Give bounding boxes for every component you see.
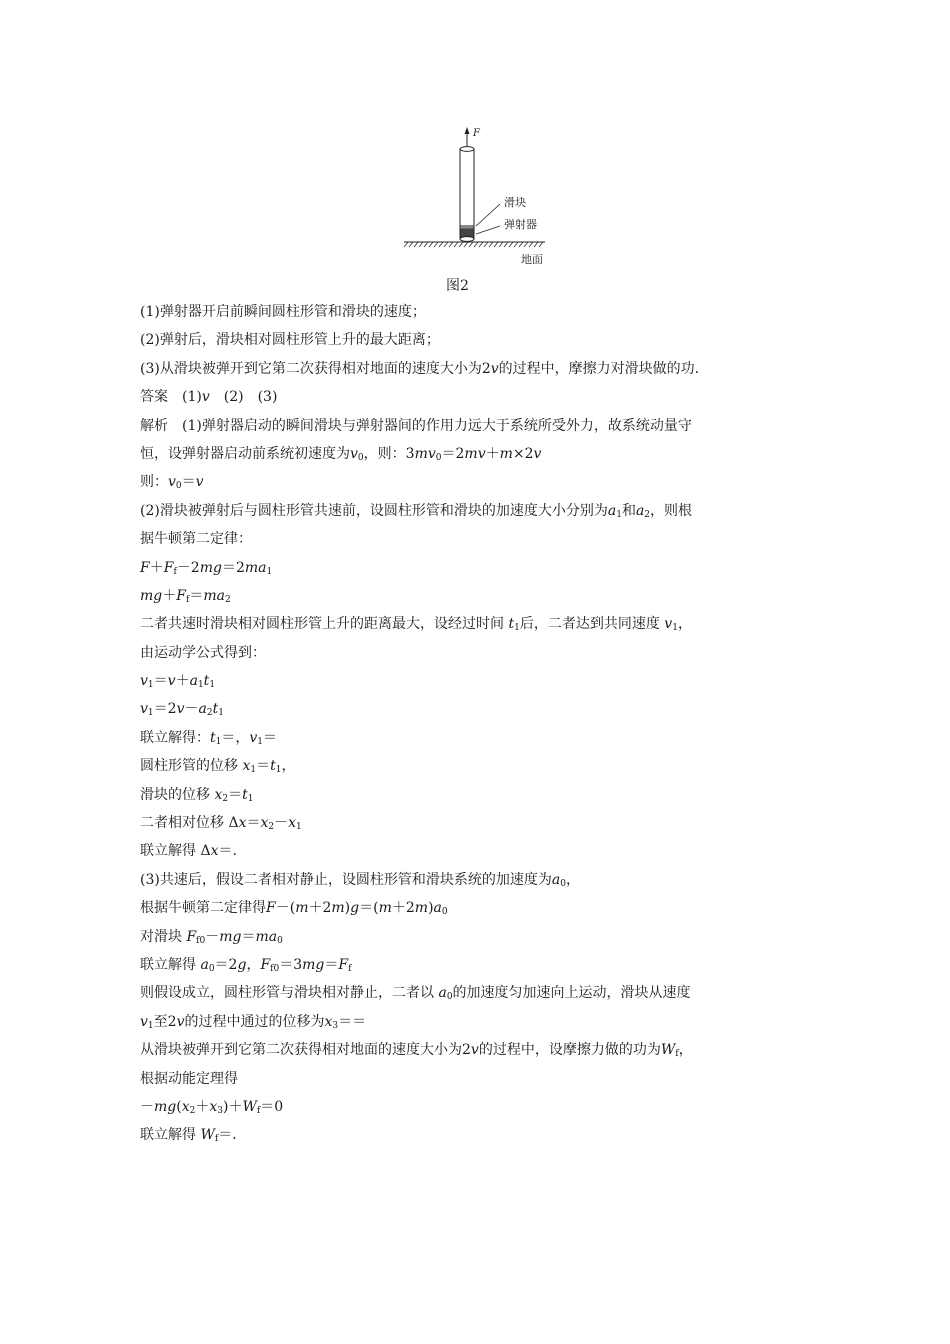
text-line bbox=[140, 383, 820, 411]
text-run: (2)弹射后，滑块相对圆柱形管上升的最大距离； bbox=[140, 332, 440, 349]
text-run: ＝ bbox=[246, 815, 261, 832]
text-run: ＝ bbox=[324, 956, 339, 973]
subscript: 0 bbox=[175, 481, 182, 492]
hatch-mark bbox=[489, 242, 493, 247]
text-run: ＋ bbox=[195, 1098, 210, 1115]
math-variable: m bbox=[295, 900, 309, 917]
hatch-mark bbox=[534, 242, 538, 247]
text-run: ) bbox=[428, 900, 434, 917]
text-run: 后，二者达到共同速度 bbox=[519, 616, 665, 633]
math-variable: mg bbox=[219, 928, 242, 945]
text-run: ＋2 bbox=[308, 900, 332, 917]
subscript: 1 bbox=[266, 566, 273, 577]
hatch-mark bbox=[404, 242, 408, 247]
text-run: ＝2 bbox=[221, 559, 245, 576]
text-line bbox=[140, 525, 820, 553]
text-line bbox=[140, 894, 820, 922]
hatch-mark bbox=[464, 242, 468, 247]
ejector-leader-line bbox=[476, 226, 500, 234]
slider-label: 滑块 bbox=[504, 196, 526, 209]
text-line bbox=[140, 809, 820, 837]
text-line bbox=[140, 554, 820, 582]
text-run: 的过程中通过的位移为 bbox=[184, 1013, 325, 1030]
text-line bbox=[140, 667, 820, 695]
math-variable: x bbox=[242, 758, 251, 775]
subscript: 2 bbox=[206, 708, 213, 719]
text-run: 的加速度匀加速向上运动，滑块从速度 bbox=[452, 985, 691, 1002]
text-run: 据牛顿第二定律： bbox=[140, 531, 252, 548]
math-variable: mv bbox=[414, 445, 436, 462]
ground-hatching bbox=[404, 242, 543, 247]
math-variable: m bbox=[378, 900, 392, 917]
math-variable: mg bbox=[140, 587, 163, 604]
text-run: ＋ bbox=[485, 445, 500, 462]
subscript: 1 bbox=[147, 1020, 154, 1031]
subscript: f bbox=[256, 1105, 261, 1116]
subscript: 1 bbox=[247, 793, 254, 804]
math-variable: a bbox=[551, 871, 561, 888]
text-line bbox=[140, 355, 820, 383]
subscript: f bbox=[173, 566, 177, 577]
text-line bbox=[140, 781, 820, 809]
text-run: － bbox=[184, 701, 199, 718]
subscript: 1 bbox=[616, 509, 622, 520]
subscript: 0 bbox=[560, 878, 566, 889]
math-variable: F bbox=[176, 587, 186, 604]
text-run: 由运动学公式得到： bbox=[140, 644, 266, 661]
hatch-mark bbox=[479, 242, 483, 247]
text-run: 对滑块 bbox=[140, 928, 187, 945]
text-run: ＋2 bbox=[391, 900, 415, 917]
hatch-mark bbox=[469, 242, 473, 247]
hatch-mark bbox=[474, 242, 478, 247]
hatch-mark bbox=[524, 242, 528, 247]
text-run: －2 bbox=[176, 559, 200, 576]
subscript: 1 bbox=[672, 623, 678, 634]
hatch-mark bbox=[494, 242, 498, 247]
subscript: 1 bbox=[275, 765, 282, 776]
math-variable: F bbox=[338, 956, 349, 973]
text-run: 的过程中，设摩擦力做的功为 bbox=[478, 1042, 661, 1059]
math-variable: v bbox=[533, 445, 542, 462]
text-run: 联立解得 bbox=[140, 956, 201, 973]
subscript: 1 bbox=[215, 736, 222, 747]
subscript: 0 bbox=[357, 452, 364, 463]
math-variable: t bbox=[212, 701, 219, 718]
text-run: ＝2 bbox=[153, 701, 177, 718]
text-run: ＝ bbox=[153, 673, 168, 690]
hatch-mark bbox=[419, 242, 423, 247]
ground-label: 地面 bbox=[521, 253, 543, 266]
math-variable: mv bbox=[464, 445, 486, 462]
math-variable: x bbox=[214, 786, 223, 803]
text-run: ＝ bbox=[189, 587, 204, 604]
hatch-mark bbox=[529, 242, 533, 247]
text-run: ＝ bbox=[181, 474, 196, 491]
math-variable: m bbox=[499, 445, 513, 462]
text-line bbox=[140, 412, 820, 440]
text-run: 解析 (1)弹射器启动的瞬间滑块与弹射器间的作用力远大于系统所受外力，故系统动量守 bbox=[140, 417, 692, 434]
hatch-mark bbox=[519, 242, 523, 247]
math-variable: W bbox=[200, 1127, 215, 1144]
math-variable: a bbox=[438, 985, 447, 1002]
hatch-mark bbox=[429, 242, 433, 247]
diagram-figure bbox=[400, 124, 560, 276]
math-variable: v bbox=[176, 701, 185, 718]
math-variable: v bbox=[140, 701, 148, 718]
subscript: 1 bbox=[514, 623, 520, 634]
math-variable: v bbox=[664, 616, 673, 633]
subscript: 1 bbox=[296, 822, 302, 833]
text-line bbox=[140, 724, 820, 752]
text-run: 根据牛顿第二定律得 bbox=[140, 900, 266, 917]
math-variable: F bbox=[186, 928, 197, 945]
subscript: f0 bbox=[196, 935, 206, 946]
math-variable: x bbox=[260, 815, 269, 832]
text-run: ， bbox=[565, 871, 580, 888]
subscript: 0 bbox=[441, 907, 448, 918]
math-variable: t bbox=[508, 616, 515, 633]
text-run: (2)滑块被弹射后与圆柱形管共速前，设圆柱形管和滑块的加速度大小分别为 bbox=[140, 502, 608, 519]
math-variable: v bbox=[167, 673, 176, 690]
text-line bbox=[140, 639, 820, 667]
text-run: －( bbox=[275, 900, 296, 917]
math-variable: v bbox=[140, 1013, 148, 1030]
text-run: ，则根 bbox=[650, 502, 693, 519]
ejector-label: 弹射器 bbox=[504, 218, 537, 231]
subscript: 0 bbox=[435, 452, 442, 463]
subscript: 2 bbox=[644, 509, 651, 520]
math-variable: v bbox=[350, 445, 358, 462]
math-variable: m bbox=[331, 900, 345, 917]
text-line bbox=[140, 497, 820, 525]
text-line bbox=[140, 1036, 820, 1064]
text-line bbox=[140, 610, 820, 638]
subscript: 2 bbox=[268, 822, 275, 833]
math-variable: v bbox=[168, 474, 176, 491]
math-variable: ma bbox=[203, 587, 225, 604]
text-line bbox=[140, 979, 820, 1007]
hatch-mark bbox=[414, 242, 418, 247]
text-line bbox=[140, 923, 820, 951]
text-run: ，则：3 bbox=[363, 445, 415, 462]
text-run: ＝( bbox=[359, 900, 379, 917]
text-line bbox=[140, 837, 820, 865]
subscript: 2 bbox=[189, 1105, 196, 1116]
math-variable: a bbox=[200, 956, 209, 973]
text-run: 联立解得 Δ bbox=[140, 843, 211, 860]
text-run: 滑块的位移 bbox=[140, 786, 215, 803]
math-variable: a bbox=[198, 701, 207, 718]
math-variable: x bbox=[209, 1098, 218, 1115]
math-variable: x bbox=[288, 815, 297, 832]
math-variable: F bbox=[260, 956, 271, 973]
subscript: 1 bbox=[197, 680, 204, 691]
subscript: 1 bbox=[147, 708, 154, 719]
text-line bbox=[140, 1065, 820, 1093]
hatch-mark bbox=[504, 242, 508, 247]
subscript: 0 bbox=[208, 963, 215, 974]
text-run: ＝， bbox=[221, 729, 250, 746]
math-variable: v bbox=[140, 673, 148, 690]
text-run: 联立解得： bbox=[140, 729, 210, 746]
math-variable: W bbox=[242, 1098, 257, 1115]
text-line bbox=[140, 752, 820, 780]
text-line bbox=[140, 582, 820, 610]
text-line bbox=[140, 951, 820, 979]
text-run: ＝. bbox=[218, 1127, 237, 1144]
text-run: ， bbox=[281, 758, 296, 775]
hatch-mark bbox=[449, 242, 453, 247]
text-run: 二者共速时滑块相对圆柱形管上升的距离最大，设经过时间 bbox=[140, 616, 509, 633]
hatch-mark bbox=[539, 242, 543, 247]
math-variable: t bbox=[242, 786, 248, 803]
subscript: 3 bbox=[332, 1020, 339, 1031]
hatch-mark bbox=[434, 242, 438, 247]
math-variable: g bbox=[237, 956, 247, 973]
hatch-mark bbox=[409, 242, 413, 247]
math-variable: W bbox=[660, 1042, 676, 1059]
text-run: (2) (3) bbox=[209, 389, 278, 406]
text-run: ＝3 bbox=[279, 956, 303, 973]
text-run: (3)从滑块被弹开到它第二次获得相对地面的速度大小为2 bbox=[140, 360, 491, 377]
text-run: ， bbox=[677, 616, 692, 633]
hatch-mark bbox=[439, 242, 443, 247]
math-variable: v bbox=[490, 360, 499, 377]
subscript: 1 bbox=[257, 736, 264, 747]
hatch-mark bbox=[444, 242, 448, 247]
math-variable: t bbox=[270, 758, 276, 775]
text-run: 根据动能定理得 bbox=[140, 1070, 238, 1087]
math-variable: a bbox=[635, 502, 645, 519]
subscript: 2 bbox=[224, 594, 231, 605]
math-variable: F bbox=[266, 900, 276, 917]
tube-bottom bbox=[460, 237, 474, 242]
subscript: 1 bbox=[218, 708, 224, 719]
math-variable: g bbox=[350, 900, 360, 917]
text-run: ＋ bbox=[162, 587, 177, 604]
text-run: ＝＝ bbox=[338, 1013, 367, 1030]
text-run: 则假设成立，圆柱形管与滑块相对静止，二者以 bbox=[140, 985, 439, 1002]
subscript: f bbox=[348, 963, 352, 974]
text-run: 联立解得 bbox=[140, 1127, 201, 1144]
text-run: － bbox=[205, 928, 220, 945]
text-run: 圆柱形管的位移 bbox=[140, 758, 243, 775]
subscript: 1 bbox=[250, 765, 257, 776]
hatch-mark bbox=[484, 242, 488, 247]
math-variable: v bbox=[249, 729, 258, 746]
force-label: F bbox=[473, 128, 480, 139]
text-run: 恒，设弹射器启动前系统初速度为 bbox=[140, 445, 350, 462]
math-variable: mg bbox=[302, 956, 325, 973]
subscript: f bbox=[214, 1134, 219, 1145]
text-line bbox=[140, 866, 820, 894]
text-line bbox=[140, 468, 820, 496]
math-variable: v bbox=[470, 1042, 479, 1059]
subscript: f0 bbox=[270, 963, 280, 974]
math-variable: v bbox=[195, 474, 204, 491]
figure-caption: 图2 bbox=[446, 278, 469, 294]
text-run: ＝0 bbox=[260, 1098, 284, 1115]
text-line bbox=[140, 1093, 820, 1121]
hatch-mark bbox=[514, 242, 518, 247]
slider bbox=[461, 225, 474, 229]
math-variable: a bbox=[607, 502, 617, 519]
math-variable: t bbox=[210, 729, 216, 746]
text-run: ＝2 bbox=[214, 956, 238, 973]
text-run: (3)共速后，假设二者相对静止，设圆柱形管和滑块系统的加速度为 bbox=[140, 871, 552, 888]
subscript: 0 bbox=[446, 992, 453, 1003]
solution-text bbox=[140, 298, 820, 1150]
hatch-mark bbox=[509, 242, 513, 247]
text-line bbox=[140, 1121, 820, 1149]
hatch-mark bbox=[459, 242, 463, 247]
text-run: ＝. bbox=[218, 843, 237, 860]
text-run: ＝ bbox=[228, 786, 243, 803]
text-run: ( bbox=[176, 1098, 182, 1115]
tube-diagram bbox=[400, 124, 560, 276]
text-run: ， bbox=[246, 956, 261, 973]
math-variable: x bbox=[181, 1098, 190, 1115]
math-variable: ma bbox=[255, 928, 278, 945]
text-line bbox=[140, 440, 820, 468]
math-variable: mg bbox=[154, 1098, 177, 1115]
text-run: 则： bbox=[140, 474, 168, 491]
text-line bbox=[140, 695, 820, 723]
math-variable: v bbox=[176, 1013, 185, 1030]
text-run: ＝2 bbox=[441, 445, 465, 462]
math-variable: a bbox=[189, 673, 198, 690]
text-run: － bbox=[274, 815, 289, 832]
text-run: ×2 bbox=[512, 445, 534, 462]
text-run: － bbox=[140, 1098, 154, 1115]
hatch-mark bbox=[499, 242, 503, 247]
math-variable: x bbox=[324, 1013, 333, 1030]
math-variable: x bbox=[238, 815, 247, 832]
text-run: ， bbox=[678, 1042, 693, 1059]
hatch-mark bbox=[454, 242, 458, 247]
text-run: ＋ bbox=[175, 673, 190, 690]
text-line bbox=[140, 326, 820, 354]
math-variable: v bbox=[201, 389, 210, 406]
text-run: ＝ bbox=[241, 928, 256, 945]
text-run: ＝ bbox=[263, 729, 278, 746]
slider-leader-line bbox=[476, 204, 500, 226]
subscript: 2 bbox=[222, 793, 229, 804]
text-run: )＋ bbox=[223, 1098, 243, 1115]
text-run: 至2 bbox=[153, 1013, 177, 1030]
text-run: 的过程中，摩擦力对滑块做的功. bbox=[498, 360, 700, 377]
text-line bbox=[140, 1008, 820, 1036]
subscript: 1 bbox=[209, 680, 216, 691]
tube-top bbox=[460, 147, 474, 152]
text-run: (1)弹射器开启前瞬间圆柱形管和滑块的速度； bbox=[140, 304, 426, 320]
text-line bbox=[140, 298, 820, 326]
subscript: 0 bbox=[277, 935, 283, 946]
hatch-mark bbox=[424, 242, 428, 247]
math-variable: a bbox=[433, 900, 442, 917]
subscript: f bbox=[675, 1049, 679, 1060]
text-run: ＝ bbox=[256, 758, 271, 775]
math-variable: t bbox=[203, 673, 210, 690]
force-arrow-head bbox=[465, 127, 470, 134]
subscript: 1 bbox=[147, 680, 154, 691]
math-variable: ma bbox=[244, 559, 267, 576]
math-variable: m bbox=[414, 900, 429, 917]
text-run: 答案 (1) bbox=[140, 389, 202, 406]
text-run: 和 bbox=[621, 502, 636, 519]
subscript: 3 bbox=[217, 1105, 223, 1116]
math-variable: F bbox=[163, 559, 174, 576]
math-variable: mg bbox=[199, 559, 222, 576]
subscript: f bbox=[185, 594, 190, 605]
math-variable: F bbox=[140, 559, 150, 576]
math-variable: x bbox=[210, 843, 219, 860]
text-run: 二者相对位移 Δ bbox=[140, 815, 239, 832]
text-run: ) bbox=[344, 900, 351, 917]
text-run: 从滑块被弹开到它第二次获得相对地面的速度大小为2 bbox=[140, 1042, 471, 1059]
text-run: ＋ bbox=[149, 559, 164, 576]
